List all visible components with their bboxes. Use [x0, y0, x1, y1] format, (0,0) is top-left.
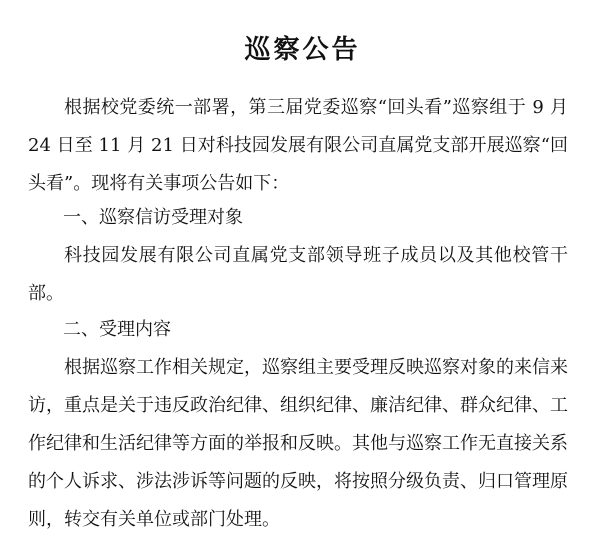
content-paragraph: 根据巡察工作相关规定，巡察组主要受理反映巡察对象的来信来访，重点是关于违反政治纪律、组织纪律、廉洁纪律、群众纪律、工作纪律和生活纪律等方面的举报和反映。其他与巡察工作无直接关系的个人诉求、涉法涉诉等问题的反映，将按照分级负责、归口管理原则，转交有关单位或部门处理。	[28, 357, 568, 530]
targets-paragraph: 科技园发展有限公司直属党支部领导班子成员以及其他校管干部。	[28, 245, 568, 304]
intro-paragraph: 根据校党委统一部署，第三届党委巡察“回头看”巡察组于 9 月 24 日至 11 月 21 日对科技园发展有限公司直属党支部开展巡察“回头看”。现将有关事项公告如下：	[28, 97, 568, 194]
section-heading-content: 二、受理内容	[63, 319, 171, 340]
document-title: 巡察公告	[244, 35, 361, 65]
section-heading-targets: 一、巡察信访受理对象	[63, 207, 243, 228]
